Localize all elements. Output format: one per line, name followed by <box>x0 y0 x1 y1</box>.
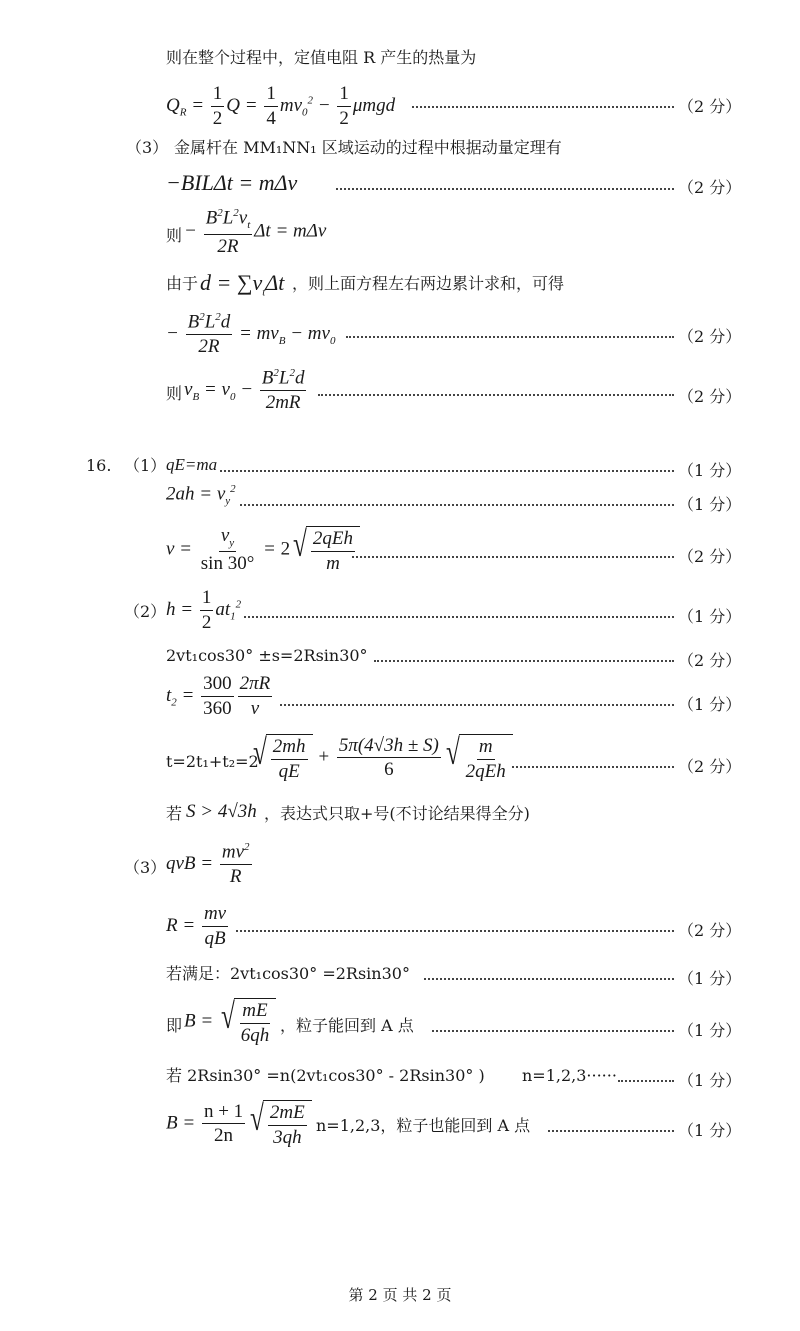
text-line: 则在整个过程中，定值电阻 R 产生的热量为 <box>166 48 477 67</box>
question-number: 16. <box>86 456 112 475</box>
equation-t2: $t_2$ = $\frac{300}{360}$ $\frac{2\pi R}{v}$ <box>166 673 271 719</box>
part-number: （2） <box>124 602 167 621</box>
part-number: （3） <box>126 138 169 157</box>
equation-velocity: v = $\frac{v_y}{\sin 30^\circ}$ = 2 √ $\frac{\text{2qEh}}{m}$ <box>166 526 360 574</box>
leader-dots <box>374 660 674 662</box>
equation-total-time-rhs: √ $\frac{2mh}{qE}$ + $\frac{5\pi(4√3h \pm S)}{6}$ √ $\frac{m}{\text{2qEh}}$ <box>250 734 513 782</box>
equation-heat: $Q_R$ = $\frac{1}{2}$ Q = $\frac{1}{4}$ $mv_0^2$ − $\frac{1}{2}$ μmgd <box>166 83 396 129</box>
score: （1 分） <box>678 1071 742 1090</box>
score: （2 分） <box>678 327 742 346</box>
equation-b2: B = $\frac{n + 1}{2n}$ √ $\frac{2mE}{3qh}$ <box>166 1100 312 1148</box>
text-line: 由于 <box>166 274 199 293</box>
score: （2 分） <box>678 651 742 670</box>
score: （2 分） <box>678 97 742 116</box>
equation-kinematic: $2ah = v_y^2$ <box>166 483 236 508</box>
leader-dots <box>236 930 674 932</box>
text-prefix: 若 <box>166 804 183 823</box>
text-line: 若满足：2vt₁cos30° =2Rsin30° <box>166 964 410 983</box>
score: （2 分） <box>678 547 742 566</box>
score: （2 分） <box>678 178 742 197</box>
leader-dots <box>244 616 674 618</box>
leader-dots <box>220 470 674 472</box>
score: （2 分） <box>678 921 742 940</box>
text-line: 若 2Rsin30° =n(2vt₁cos30° - 2Rsin30° ) <box>166 1066 485 1085</box>
score: （1 分） <box>678 1121 742 1140</box>
equation-force: qE=ma <box>166 455 218 474</box>
n-range: n=1,2,3······ <box>522 1066 617 1085</box>
score: （1 分） <box>678 495 742 514</box>
text-prefix: 即 <box>166 1016 183 1035</box>
equation-momentum: −BILΔt = mΔv <box>166 170 298 195</box>
leader-dots <box>618 1080 674 1082</box>
text-line: ，粒子能回到 A 点 <box>280 1016 414 1035</box>
equation-vb: $v_B = v_0$ − $\frac{B^2L^2d}{2mR}$ <box>184 367 305 414</box>
leader-dots <box>512 766 674 768</box>
score: （1 分） <box>678 607 742 626</box>
equation-step: − $\frac{B^2L^2v_t}{2R}$ Δt = mΔv <box>184 207 327 257</box>
leader-dots <box>352 556 674 558</box>
equation-height: h = $\frac{1}{2}$ $at_1^2$ <box>166 587 242 633</box>
text-line: 金属杆在 MM₁NN₁ 区域运动的过程中根据动量定理有 <box>174 138 562 157</box>
score: （2 分） <box>678 387 742 406</box>
part-number: （1） <box>124 456 167 475</box>
score: （2 分） <box>678 757 742 776</box>
leader-dots <box>336 188 674 190</box>
equation-total-time: t=2t₁+t₂=2 <box>166 752 259 771</box>
text-line: ，表达式只取+号(不讨论结果得全分) <box>264 804 530 823</box>
leader-dots <box>548 1130 674 1132</box>
equation-radius: R = $\frac{mv}{qB}$ <box>166 903 227 949</box>
part-number: （3） <box>124 858 167 877</box>
score: （1 分） <box>678 969 742 988</box>
leader-dots <box>318 394 674 396</box>
equation-sum: $d = \sum v_t\Delta t$ <box>200 270 285 299</box>
text-line: n=1,2,3，粒子也能回到 A 点 <box>316 1116 531 1135</box>
text-prefix: 则 <box>166 384 183 403</box>
leader-dots <box>424 978 674 980</box>
leader-dots <box>412 106 674 108</box>
equation-b1: B = √ $\frac{mE}{6qh}$ <box>184 998 276 1046</box>
leader-dots <box>432 1030 674 1032</box>
equation-sum-result: − $\frac{B^2L^2d}{2R}$ = $mv_B - mv_0$ <box>166 311 336 358</box>
leader-dots <box>280 704 674 706</box>
score: （1 分） <box>678 1021 742 1040</box>
equation-condition: S > 4√3h <box>186 801 257 822</box>
text-line: ，则上面方程左右两边累计求和，可得 <box>292 274 565 293</box>
leader-dots <box>240 504 674 506</box>
score: （1 分） <box>678 695 742 714</box>
text-prefix: 则 <box>166 226 183 245</box>
equation-lorentz: qvB = $\frac{mv^2}{R}$ <box>166 841 250 888</box>
leader-dots <box>346 336 674 338</box>
equation-geometry: 2vt₁cos30° ±s=2Rsin30° <box>166 646 368 665</box>
page-footer: 第 2 页 共 2 页 <box>348 1286 452 1304</box>
score: （1 分） <box>678 461 742 480</box>
